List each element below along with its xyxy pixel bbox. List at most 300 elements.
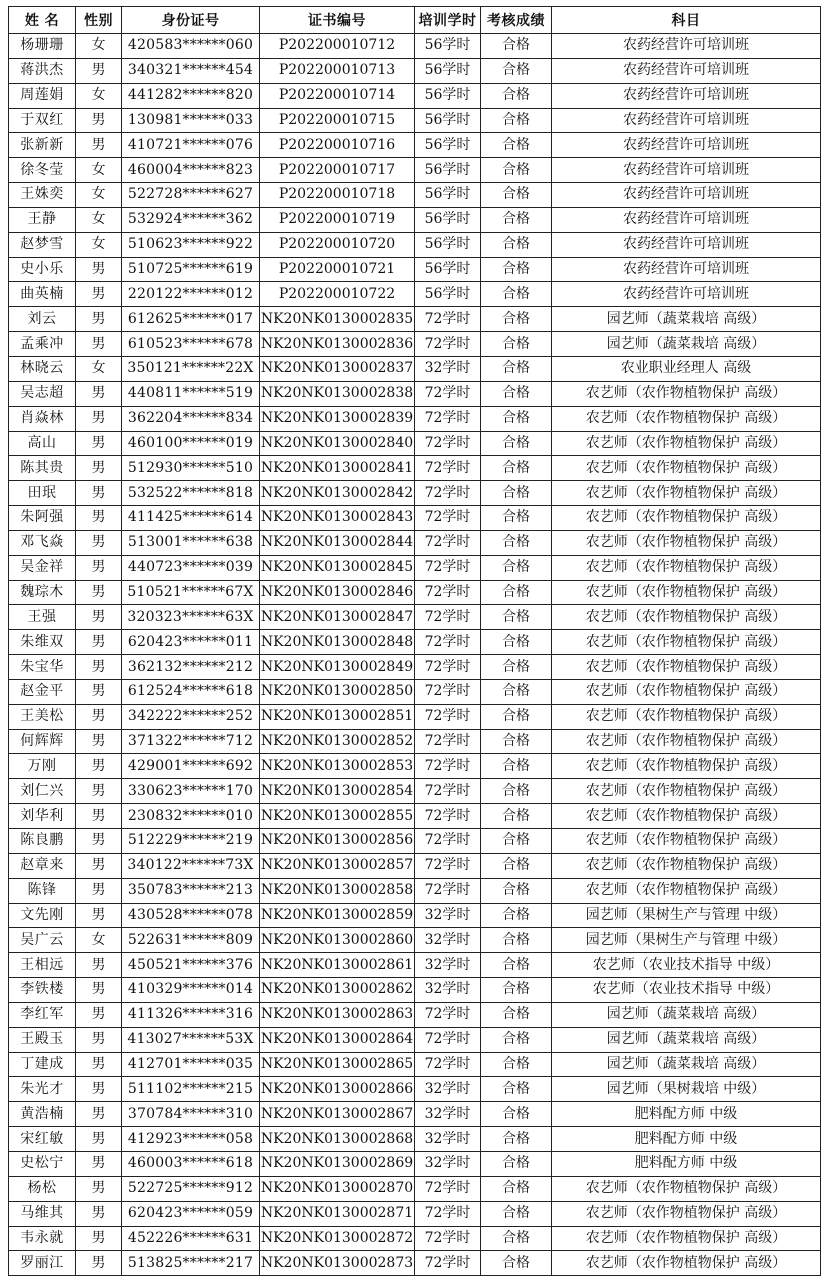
table-row: [9, 133, 821, 158]
cell-id-number: 440723******039: [122, 555, 260, 580]
cell-id-number: 612625******017: [122, 307, 260, 332]
cell-gender: 男: [76, 878, 122, 903]
cell-name: 何辉辉: [9, 729, 76, 754]
cell-id-number: 350783******213: [122, 878, 260, 903]
cell-certificate-number: NK20NK0130002864: [260, 1027, 415, 1052]
cell-subject: 农艺师（农作物植物保护 高级）: [552, 381, 821, 406]
cell-assessment-result: 合格: [481, 1002, 552, 1027]
cell-assessment-result: 合格: [481, 1151, 552, 1176]
cell-subject: 农艺师（农作物植物保护 高级）: [552, 729, 821, 754]
cell-certificate-number: NK20NK0130002857: [260, 853, 415, 878]
table-row: [9, 232, 821, 257]
cell-training-hours: 72学时: [415, 406, 481, 431]
cell-assessment-result: 合格: [481, 257, 552, 282]
cell-id-number: 513825******217: [122, 1251, 260, 1276]
cell-training-hours: 56学时: [415, 282, 481, 307]
cell-assessment-result: 合格: [481, 953, 552, 978]
cell-subject: 农艺师（农作物植物保护 高级）: [552, 1201, 821, 1226]
cell-subject: 农艺师（农作物植物保护 高级）: [552, 605, 821, 630]
cell-certificate-number: P202200010713: [260, 58, 415, 83]
cell-certificate-number: NK20NK0130002846: [260, 580, 415, 605]
cell-name: 赵梦雪: [9, 232, 76, 257]
cell-subject: 农艺师（农作物植物保护 高级）: [552, 630, 821, 655]
cell-subject: 农药经营许可培训班: [552, 282, 821, 307]
table-row: [9, 804, 821, 829]
cell-assessment-result: 合格: [481, 232, 552, 257]
cell-certificate-number: NK20NK0130002863: [260, 1002, 415, 1027]
cell-gender: 女: [76, 928, 122, 953]
cell-gender: 男: [76, 282, 122, 307]
cell-assessment-result: 合格: [481, 108, 552, 133]
cell-certificate-number: NK20NK0130002836: [260, 332, 415, 357]
cell-assessment-result: 合格: [481, 282, 552, 307]
cell-id-number: 513001******638: [122, 530, 260, 555]
cell-name: 宋红敏: [9, 1127, 76, 1152]
cell-gender: 男: [76, 580, 122, 605]
cell-subject: 农艺师（农作物植物保护 高级）: [552, 779, 821, 804]
cell-assessment-result: 合格: [481, 729, 552, 754]
cell-certificate-number: NK20NK0130002848: [260, 630, 415, 655]
cell-name: 刘华利: [9, 804, 76, 829]
table-row: [9, 555, 821, 580]
cell-subject: 农药经营许可培训班: [552, 83, 821, 108]
table-row: [9, 953, 821, 978]
cell-assessment-result: 合格: [481, 1127, 552, 1152]
table-row: [9, 978, 821, 1003]
cell-id-number: 441282******820: [122, 83, 260, 108]
cell-subject: 园艺师（蔬菜栽培 高级）: [552, 1052, 821, 1077]
table-row: [9, 282, 821, 307]
cell-subject: 农艺师（农作物植物保护 高级）: [552, 580, 821, 605]
cell-subject: 农药经营许可培训班: [552, 232, 821, 257]
cell-name: 陈其贵: [9, 456, 76, 481]
cell-subject: 肥料配方师 中级: [552, 1127, 821, 1152]
cell-certificate-number: NK20NK0130002869: [260, 1151, 415, 1176]
cell-training-hours: 72学时: [415, 804, 481, 829]
cell-gender: 男: [76, 829, 122, 854]
cell-name: 吴广云: [9, 928, 76, 953]
cell-subject: 农艺师（农作物植物保护 高级）: [552, 1226, 821, 1251]
cell-assessment-result: 合格: [481, 158, 552, 183]
cell-certificate-number: NK20NK0130002842: [260, 481, 415, 506]
cell-training-hours: 56学时: [415, 133, 481, 158]
cell-subject: 农艺师（农作物植物保护 高级）: [552, 853, 821, 878]
cell-subject: 农艺师（农作物植物保护 高级）: [552, 506, 821, 531]
cell-name: 史松宁: [9, 1151, 76, 1176]
cell-training-hours: 72学时: [415, 1201, 481, 1226]
cell-id-number: 512229******219: [122, 829, 260, 854]
table-row: [9, 257, 821, 282]
cell-name: 田珉: [9, 481, 76, 506]
cell-subject: 农艺师（农作物植物保护 高级）: [552, 456, 821, 481]
cell-gender: 男: [76, 1127, 122, 1152]
cell-id-number: 460003******618: [122, 1151, 260, 1176]
header-training-hours: 培训学时: [415, 7, 481, 34]
cell-gender: 男: [76, 754, 122, 779]
table-row: [9, 307, 821, 332]
cell-gender: 男: [76, 779, 122, 804]
cell-subject: 农艺师（农作物植物保护 高级）: [552, 555, 821, 580]
cell-id-number: 510623******922: [122, 232, 260, 257]
cell-training-hours: 32学时: [415, 356, 481, 381]
cell-assessment-result: 合格: [481, 406, 552, 431]
cell-certificate-number: NK20NK0130002870: [260, 1176, 415, 1201]
cell-assessment-result: 合格: [481, 754, 552, 779]
cell-certificate-number: NK20NK0130002844: [260, 530, 415, 555]
cell-certificate-number: NK20NK0130002837: [260, 356, 415, 381]
cell-subject: 农艺师（农作物植物保护 高级）: [552, 1176, 821, 1201]
cell-certificate-number: NK20NK0130002859: [260, 903, 415, 928]
cell-id-number: 370784******310: [122, 1102, 260, 1127]
cell-training-hours: 72学时: [415, 530, 481, 555]
cell-subject: 农药经营许可培训班: [552, 34, 821, 59]
cell-subject: 农艺师（农业技术指导 中级）: [552, 978, 821, 1003]
cell-training-hours: 72学时: [415, 630, 481, 655]
cell-assessment-result: 合格: [481, 207, 552, 232]
cell-assessment-result: 合格: [481, 481, 552, 506]
cell-id-number: 510521******67X: [122, 580, 260, 605]
cell-gender: 女: [76, 183, 122, 208]
cell-assessment-result: 合格: [481, 506, 552, 531]
cell-name: 吴金祥: [9, 555, 76, 580]
cell-assessment-result: 合格: [481, 804, 552, 829]
cell-certificate-number: NK20NK0130002862: [260, 978, 415, 1003]
cell-certificate-number: NK20NK0130002855: [260, 804, 415, 829]
table-row: [9, 456, 821, 481]
cell-certificate-number: NK20NK0130002858: [260, 878, 415, 903]
cell-assessment-result: 合格: [481, 530, 552, 555]
cell-name: 高山: [9, 431, 76, 456]
cell-id-number: 130981******033: [122, 108, 260, 133]
table-row: [9, 207, 821, 232]
table-row: [9, 1102, 821, 1127]
cell-certificate-number: NK20NK0130002849: [260, 655, 415, 680]
cell-name: 林晓云: [9, 356, 76, 381]
cell-name: 马维其: [9, 1201, 76, 1226]
cell-gender: 女: [76, 83, 122, 108]
cell-certificate-number: P202200010712: [260, 34, 415, 59]
cell-assessment-result: 合格: [481, 928, 552, 953]
cell-id-number: 452226******631: [122, 1226, 260, 1251]
cell-training-hours: 72学时: [415, 679, 481, 704]
header-id-number: 身份证号: [122, 7, 260, 34]
cell-certificate-number: NK20NK0130002840: [260, 431, 415, 456]
cell-name: 赵章来: [9, 853, 76, 878]
cell-id-number: 610523******678: [122, 332, 260, 357]
cell-name: 黄浩楠: [9, 1102, 76, 1127]
table-row: [9, 605, 821, 630]
cell-assessment-result: 合格: [481, 1176, 552, 1201]
cell-id-number: 420583******060: [122, 34, 260, 59]
cell-assessment-result: 合格: [481, 853, 552, 878]
cell-id-number: 410721******076: [122, 133, 260, 158]
cell-assessment-result: 合格: [481, 456, 552, 481]
header-gender: 性别: [76, 7, 122, 34]
cell-name: 史小乐: [9, 257, 76, 282]
table-row: [9, 829, 821, 854]
cell-gender: 女: [76, 232, 122, 257]
cell-training-hours: 72学时: [415, 1176, 481, 1201]
cell-gender: 男: [76, 1002, 122, 1027]
table-row: [9, 158, 821, 183]
cell-training-hours: 72学时: [415, 655, 481, 680]
header-assessment-result: 考核成绩: [481, 7, 552, 34]
table-row: [9, 729, 821, 754]
cell-subject: 农艺师（农作物植物保护 高级）: [552, 704, 821, 729]
cell-name: 朱阿强: [9, 506, 76, 531]
cell-name: 蒋洪杰: [9, 58, 76, 83]
cell-certificate-number: NK20NK0130002871: [260, 1201, 415, 1226]
cell-training-hours: 72学时: [415, 381, 481, 406]
cell-name: 杨松: [9, 1176, 76, 1201]
cell-id-number: 412923******058: [122, 1127, 260, 1152]
cell-id-number: 411326******316: [122, 1002, 260, 1027]
cell-gender: 男: [76, 903, 122, 928]
cell-id-number: 330623******170: [122, 779, 260, 804]
cell-name: 李红军: [9, 1002, 76, 1027]
cell-gender: 男: [76, 381, 122, 406]
cell-gender: 男: [76, 1052, 122, 1077]
table-row: [9, 1127, 821, 1152]
cell-id-number: 230832******010: [122, 804, 260, 829]
cell-id-number: 371322******712: [122, 729, 260, 754]
cell-id-number: 430528******078: [122, 903, 260, 928]
cell-gender: 男: [76, 978, 122, 1003]
table-row: [9, 83, 821, 108]
cell-name: 赵金平: [9, 679, 76, 704]
cell-name: 张新新: [9, 133, 76, 158]
cell-id-number: 412701******035: [122, 1052, 260, 1077]
cell-certificate-number: P202200010720: [260, 232, 415, 257]
cell-training-hours: 72学时: [415, 307, 481, 332]
cell-id-number: 512930******510: [122, 456, 260, 481]
cell-gender: 男: [76, 1251, 122, 1276]
cell-training-hours: 72学时: [415, 481, 481, 506]
cell-assessment-result: 合格: [481, 1077, 552, 1102]
cell-training-hours: 72学时: [415, 506, 481, 531]
table-row: [9, 332, 821, 357]
cell-gender: 男: [76, 630, 122, 655]
cell-subject: 农业职业经理人 高级: [552, 356, 821, 381]
cell-assessment-result: 合格: [481, 1251, 552, 1276]
cell-gender: 男: [76, 605, 122, 630]
cell-training-hours: 32学时: [415, 903, 481, 928]
cell-id-number: 410329******014: [122, 978, 260, 1003]
cell-subject: 园艺师（蔬菜栽培 高级）: [552, 307, 821, 332]
cell-assessment-result: 合格: [481, 1226, 552, 1251]
cell-training-hours: 56学时: [415, 83, 481, 108]
cell-id-number: 460100******019: [122, 431, 260, 456]
cell-training-hours: 72学时: [415, 605, 481, 630]
cell-name: 王强: [9, 605, 76, 630]
cell-assessment-result: 合格: [481, 704, 552, 729]
cell-assessment-result: 合格: [481, 630, 552, 655]
cell-training-hours: 56学时: [415, 257, 481, 282]
cell-name: 韦永就: [9, 1226, 76, 1251]
header-certificate-number: 证书编号: [260, 7, 415, 34]
cell-name: 王殿玉: [9, 1027, 76, 1052]
cell-training-hours: 72学时: [415, 580, 481, 605]
cell-gender: 男: [76, 1201, 122, 1226]
cell-name: 王相远: [9, 953, 76, 978]
cell-subject: 农艺师（农作物植物保护 高级）: [552, 1251, 821, 1276]
cell-subject: 园艺师（果树栽培 中级）: [552, 1077, 821, 1102]
cell-gender: 女: [76, 158, 122, 183]
cell-name: 朱宝华: [9, 655, 76, 680]
cell-assessment-result: 合格: [481, 655, 552, 680]
cell-gender: 女: [76, 34, 122, 59]
cell-subject: 农药经营许可培训班: [552, 108, 821, 133]
cell-assessment-result: 合格: [481, 356, 552, 381]
cell-training-hours: 72学时: [415, 1002, 481, 1027]
cell-subject: 农药经营许可培训班: [552, 257, 821, 282]
cell-subject: 农艺师（农作物植物保护 高级）: [552, 754, 821, 779]
cell-subject: 园艺师（果树生产与管理 中级）: [552, 928, 821, 953]
cell-certificate-number: NK20NK0130002845: [260, 555, 415, 580]
cell-name: 陈锋: [9, 878, 76, 903]
cell-training-hours: 56学时: [415, 108, 481, 133]
cell-gender: 男: [76, 307, 122, 332]
cell-assessment-result: 合格: [481, 1102, 552, 1127]
cell-name: 文先刚: [9, 903, 76, 928]
cell-subject: 园艺师（蔬菜栽培 高级）: [552, 332, 821, 357]
cell-subject: 农艺师（农业技术指导 中级）: [552, 953, 821, 978]
cell-name: 万刚: [9, 754, 76, 779]
cell-training-hours: 72学时: [415, 1027, 481, 1052]
cell-certificate-number: NK20NK0130002839: [260, 406, 415, 431]
cell-name: 朱维双: [9, 630, 76, 655]
cell-name: 王美松: [9, 704, 76, 729]
cell-name: 朱光才: [9, 1077, 76, 1102]
cell-gender: 男: [76, 1151, 122, 1176]
table-row: [9, 481, 821, 506]
cell-name: 徐冬莹: [9, 158, 76, 183]
cell-name: 于双红: [9, 108, 76, 133]
cell-assessment-result: 合格: [481, 555, 552, 580]
cell-certificate-number: P202200010719: [260, 207, 415, 232]
cell-certificate-number: NK20NK0130002865: [260, 1052, 415, 1077]
table-row: [9, 630, 821, 655]
cell-training-hours: 72学时: [415, 853, 481, 878]
cell-training-hours: 72学时: [415, 1251, 481, 1276]
cell-training-hours: 56学时: [415, 207, 481, 232]
cell-assessment-result: 合格: [481, 431, 552, 456]
cell-subject: 肥料配方师 中级: [552, 1151, 821, 1176]
cell-certificate-number: NK20NK0130002856: [260, 829, 415, 854]
cell-training-hours: 32学时: [415, 1127, 481, 1152]
cell-name: 周莲娟: [9, 83, 76, 108]
cell-training-hours: 56学时: [415, 183, 481, 208]
header-row: [9, 7, 821, 34]
cell-subject: 园艺师（蔬菜栽培 高级）: [552, 1002, 821, 1027]
table-row: [9, 779, 821, 804]
cell-id-number: 532522******818: [122, 481, 260, 506]
cell-gender: 男: [76, 481, 122, 506]
cell-certificate-number: NK20NK0130002854: [260, 779, 415, 804]
cell-certificate-number: NK20NK0130002838: [260, 381, 415, 406]
cell-training-hours: 32学时: [415, 1151, 481, 1176]
cell-gender: 女: [76, 207, 122, 232]
cell-gender: 男: [76, 406, 122, 431]
table-row: [9, 1077, 821, 1102]
cell-name: 刘仁兴: [9, 779, 76, 804]
cell-assessment-result: 合格: [481, 903, 552, 928]
cell-name: 邓飞焱: [9, 530, 76, 555]
cell-gender: 男: [76, 506, 122, 531]
cell-certificate-number: NK20NK0130002843: [260, 506, 415, 531]
cell-gender: 男: [76, 1176, 122, 1201]
table-row: [9, 1176, 821, 1201]
cell-assessment-result: 合格: [481, 1052, 552, 1077]
cell-subject: 农艺师（农作物植物保护 高级）: [552, 679, 821, 704]
cell-name: 刘云: [9, 307, 76, 332]
cell-subject: 农药经营许可培训班: [552, 207, 821, 232]
cell-subject: 园艺师（果树生产与管理 中级）: [552, 903, 821, 928]
cell-training-hours: 56学时: [415, 158, 481, 183]
cell-subject: 肥料配方师 中级: [552, 1102, 821, 1127]
table-row: [9, 580, 821, 605]
table-row: [9, 431, 821, 456]
cell-name: 肖焱林: [9, 406, 76, 431]
table-row: [9, 1002, 821, 1027]
cell-gender: 男: [76, 332, 122, 357]
cell-subject: 农药经营许可培训班: [552, 158, 821, 183]
cell-assessment-result: 合格: [481, 779, 552, 804]
cell-certificate-number: NK20NK0130002868: [260, 1127, 415, 1152]
table-row: [9, 704, 821, 729]
cell-training-hours: 56学时: [415, 232, 481, 257]
cell-subject: 农艺师（农作物植物保护 高级）: [552, 655, 821, 680]
cell-id-number: 429001******692: [122, 754, 260, 779]
table-row: [9, 679, 821, 704]
cell-training-hours: 32学时: [415, 953, 481, 978]
cell-assessment-result: 合格: [481, 332, 552, 357]
cell-assessment-result: 合格: [481, 307, 552, 332]
cell-training-hours: 32学时: [415, 1077, 481, 1102]
cell-id-number: 620423******011: [122, 630, 260, 655]
table-row: [9, 655, 821, 680]
cell-id-number: 450521******376: [122, 953, 260, 978]
cell-certificate-number: P202200010715: [260, 108, 415, 133]
table-row: [9, 108, 821, 133]
cell-gender: 男: [76, 729, 122, 754]
table-row: [9, 853, 821, 878]
cell-subject: 农艺师（农作物植物保护 高级）: [552, 431, 821, 456]
table-row: [9, 183, 821, 208]
cell-id-number: 220122******012: [122, 282, 260, 307]
cell-id-number: 511102******215: [122, 1077, 260, 1102]
cell-id-number: 320323******63X: [122, 605, 260, 630]
cell-gender: 男: [76, 679, 122, 704]
cell-id-number: 522725******912: [122, 1176, 260, 1201]
cell-assessment-result: 合格: [481, 878, 552, 903]
cell-assessment-result: 合格: [481, 83, 552, 108]
cell-id-number: 510725******619: [122, 257, 260, 282]
table-body: [9, 34, 821, 1276]
cell-certificate-number: P202200010714: [260, 83, 415, 108]
cell-certificate-number: NK20NK0130002860: [260, 928, 415, 953]
cell-certificate-number: NK20NK0130002851: [260, 704, 415, 729]
cell-gender: 男: [76, 1102, 122, 1127]
cell-certificate-number: NK20NK0130002835: [260, 307, 415, 332]
cell-name: 孟乘冲: [9, 332, 76, 357]
cell-training-hours: 72学时: [415, 829, 481, 854]
cell-gender: 男: [76, 1226, 122, 1251]
cell-certificate-number: P202200010716: [260, 133, 415, 158]
cell-training-hours: 72学时: [415, 456, 481, 481]
cell-subject: 农艺师（农作物植物保护 高级）: [552, 878, 821, 903]
table-row: [9, 928, 821, 953]
